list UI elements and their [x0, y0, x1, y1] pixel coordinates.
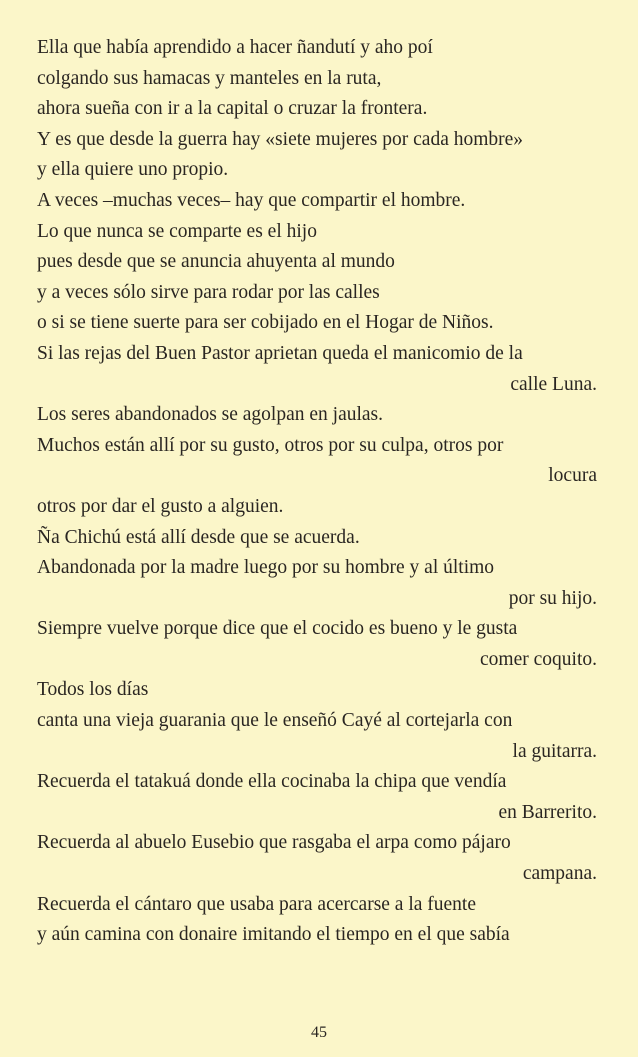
- poem-line: otros por dar el gusto a alguien.: [37, 495, 284, 517]
- poem-line: colgando sus hamacas y manteles en la ruta,: [37, 67, 382, 89]
- poem-line: A veces –muchas veces– hay que compartir el hombre.: [37, 189, 466, 211]
- poem-line: Muchos están allí por su gusto, otros por su culpa, otros por: [37, 434, 504, 456]
- poem-line: ahora sueña con ir a la capital o cruzar la frontera.: [37, 98, 428, 120]
- poem-line: y ella quiere uno propio.: [37, 159, 229, 181]
- poem-line: canta una vieja guarania que le enseñó Cayé al cortejarla con: [37, 710, 513, 732]
- poem-line-continuation: por su hijo.: [508, 587, 597, 609]
- poem-line-continuation: locura: [548, 465, 597, 487]
- poem-line: Recuerda el tatakuá donde ella cocinaba la chipa que vendía: [37, 771, 507, 793]
- poem-line: Ña Chichú está allí desde que se acuerda.: [37, 526, 360, 548]
- poem-line: Siempre vuelve porque dice que el cocido es bueno y le gusta: [37, 618, 518, 640]
- page-number: 45: [311, 1024, 327, 1041]
- poem-text: [37, 33, 597, 951]
- poem-line-continuation: campana.: [522, 863, 597, 885]
- poem-line: y aún camina con donaire imitando el tiempo en el que sabía: [37, 924, 510, 946]
- poem-line-continuation: la guitarra.: [512, 740, 597, 762]
- poem-line: Lo que nunca se comparte es el hijo: [37, 220, 317, 242]
- poem-line: o si se tiene suerte para ser cobijado en el Hogar de Niños.: [37, 312, 494, 334]
- poem-line: y a veces sólo sirve para rodar por las calles: [37, 281, 380, 303]
- poem-line: Recuerda al abuelo Eusebio que rasgaba el arpa como pájaro: [37, 832, 511, 854]
- poem-line-continuation: comer coquito.: [480, 648, 597, 670]
- poem-line-continuation: calle Luna.: [510, 373, 597, 395]
- poem-line: Recuerda el cántaro que usaba para acercarse a la fuente: [37, 893, 477, 915]
- poem-line: Abandonada por la madre luego por su hombre y al último: [37, 557, 495, 579]
- poem-line: Los seres abandonados se agolpan en jaulas.: [37, 404, 384, 426]
- poem-line-continuation: en Barrerito.: [498, 801, 597, 823]
- poem-line: pues desde que se anuncia ahuyenta al mundo: [37, 251, 395, 273]
- poem-line: Ella que había aprendido a hacer ñandutí y aho poí: [37, 37, 433, 58]
- poem-line: Todos los días: [37, 679, 149, 701]
- poem-line: Y es que desde la guerra hay «siete mujeres por cada hombre»: [37, 128, 524, 150]
- poem-line: Si las rejas del Buen Pastor aprietan queda el manicomio de la: [37, 342, 523, 364]
